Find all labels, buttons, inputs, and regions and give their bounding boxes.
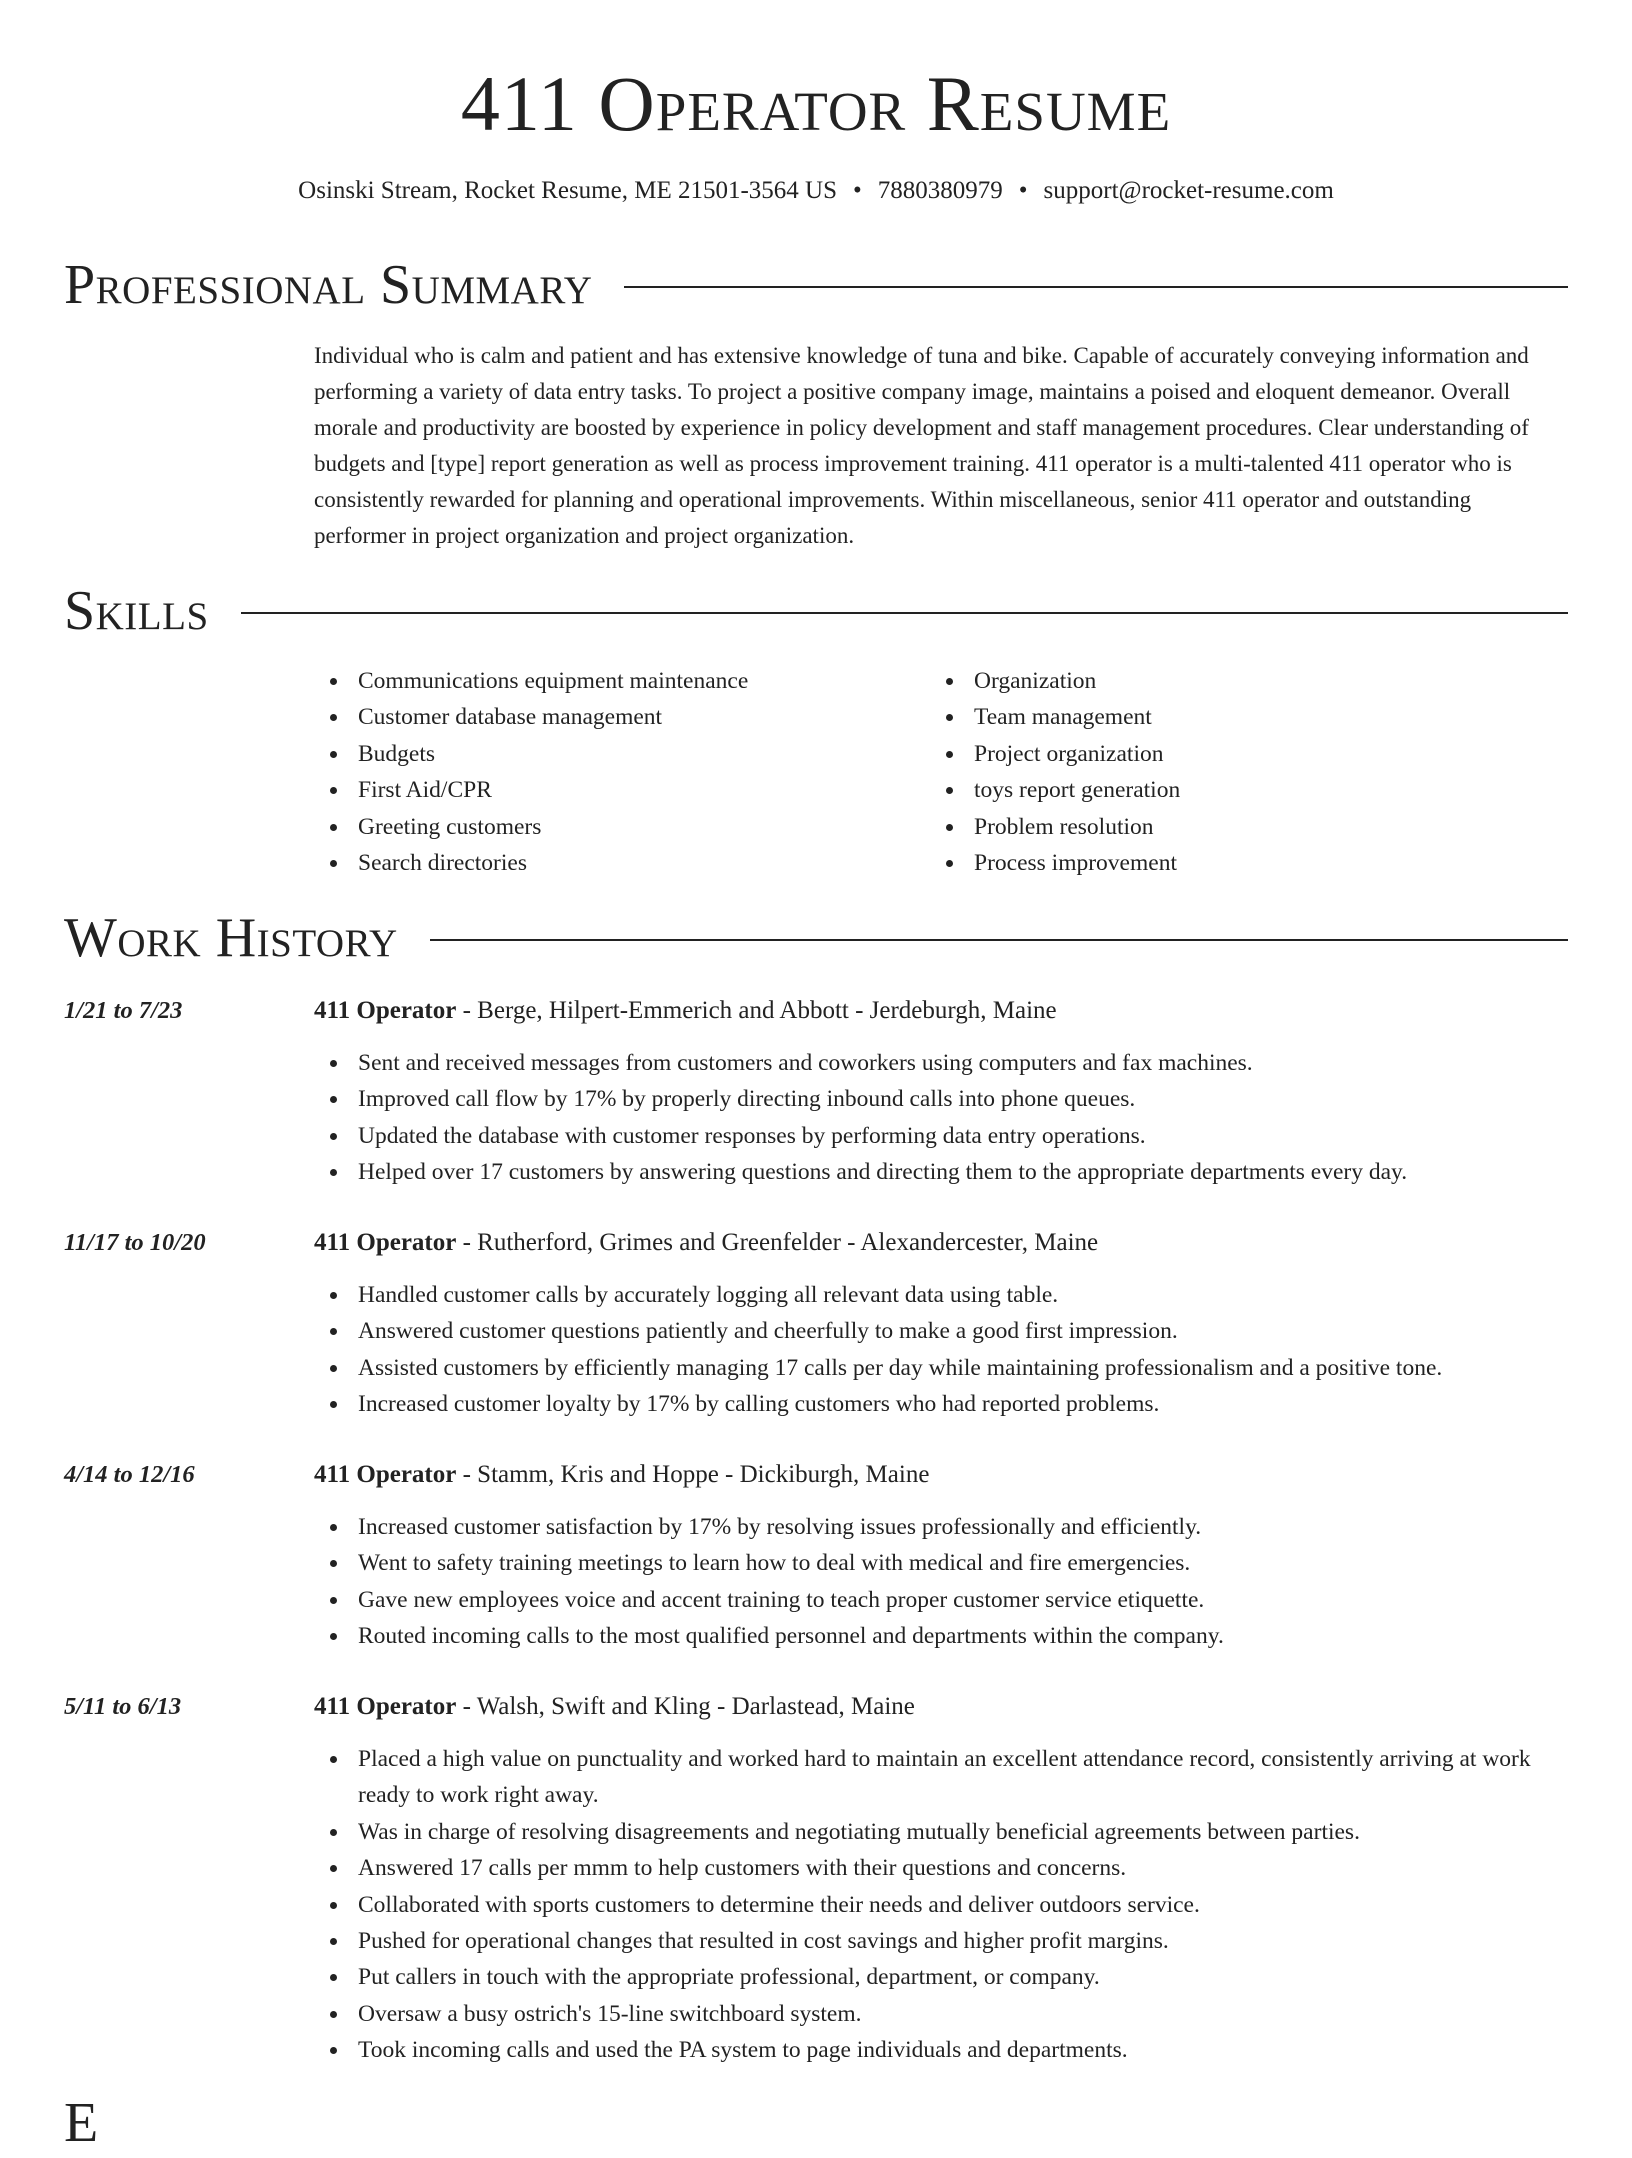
duty-item: Placed a high value on punctuality and worked hard to maintain an excellent attendance record, consistently arriving at work ready to work right away. [314, 1741, 1568, 1814]
skills-section-header [64, 576, 1568, 646]
job-duties [314, 1045, 1568, 1191]
duty-item: Went to safety training meetings to learn how to deal with medical and fire emergencies. [314, 1545, 1568, 1581]
duty-item: Improved call flow by 17% by properly directing inbound calls into phone queues. [314, 1081, 1568, 1117]
summary-section-header [64, 250, 1568, 320]
section-divider [430, 939, 1568, 941]
skill-item: toys report generation [930, 772, 1530, 808]
duty-item: Oversaw a busy ostrich's 15-line switchboard system. [314, 1996, 1568, 2032]
job-title-line [314, 1228, 1098, 1258]
summary-text: Individual who is calm and patient and has extensive knowledge of tuna and bike. Capable of accurately conveying information and performing a variety of data entry tasks. To project a positive company image, maintains a poised and eloquent demeanor. Overall morale and productivity are boosted by experience in policy development and staff management procedures. Clear understanding of budgets and [type] report generation as well as process improvement training. 411 operator is a multi-talented 411 operator who is consistently rewarded for planning and operational improvements. Within miscellaneous, senior 411 operator and outstanding performer in project organization and project organization. [314, 343, 1529, 548]
skill-item: Process improvement [930, 845, 1530, 881]
skill-item: Search directories [314, 845, 914, 881]
duty-item: Sent and received messages from customers and coworkers using computers and fax machines. [314, 1045, 1568, 1081]
duty-item: Put callers in touch with the appropriate professional, department, or company. [314, 1959, 1568, 1995]
duty-item: Routed incoming calls to the most qualified personnel and departments within the company. [314, 1618, 1568, 1654]
skill-item: Communications equipment maintenance [314, 663, 914, 699]
work-section-header [64, 903, 1568, 973]
job-title-line [314, 1692, 915, 1722]
job-dates: 1/21 to 7/23 [64, 997, 183, 1024]
email: support@rocket-resume.com [1043, 177, 1334, 204]
duty-item: Updated the database with customer responses by performing data entry operations. [314, 1118, 1568, 1154]
job-title-line [314, 996, 1057, 1026]
phone: 7880380979 [877, 177, 1003, 204]
duty-item: Took incoming calls and used the PA system to page individuals and departments. [314, 2032, 1568, 2068]
resume-title: 411 Operator Resume [460, 60, 1172, 147]
job-employer: - Rutherford, Grimes and Greenfelder - Alexandercester, Maine [456, 1229, 1099, 1256]
job-role: 411 Operator [314, 1229, 457, 1256]
duty-item: Answered customer questions patiently and cheerfully to make a good first impression. [314, 1313, 1568, 1349]
duty-item: Gave new employees voice and accent training to teach proper customer service etiquette. [314, 1582, 1568, 1618]
job-employer: - Stamm, Kris and Hoppe - Dickiburgh, Maine [456, 1461, 930, 1488]
section-divider [241, 612, 1568, 614]
section-divider [624, 286, 1568, 288]
job-employer: - Walsh, Swift and Kling - Darlastead, Maine [456, 1693, 915, 1720]
duty-item: Increased customer loyalty by 17% by calling customers who had reported problems. [314, 1386, 1568, 1422]
job-employer: - Berge, Hilpert-Emmerich and Abbott - Jerdeburgh, Maine [456, 997, 1057, 1024]
job-dates: 5/11 to 6/13 [64, 1693, 182, 1720]
address: Osinski Stream, Rocket Resume, ME 21501-3564 US [298, 177, 838, 204]
duty-item: Collaborated with sports customers to determine their needs and deliver outdoors service. [314, 1887, 1568, 1923]
contact-separator: • [1018, 177, 1028, 204]
duty-item: Answered 17 calls per mmm to help customers with their questions and concerns. [314, 1850, 1568, 1886]
duty-item: Helped over 17 customers by answering questions and directing them to the appropriate departments every day. [314, 1154, 1568, 1190]
skill-item: Budgets [314, 736, 914, 772]
duty-item: Increased customer satisfaction by 17% by resolving issues professionally and efficiently. [314, 1509, 1568, 1545]
job-role: 411 Operator [314, 997, 457, 1024]
skills-list-right [930, 663, 1530, 881]
skill-item: Customer database management [314, 699, 914, 735]
next-section-heading-fragment: E [64, 2092, 99, 2154]
job-dates: 4/14 to 12/16 [64, 1461, 195, 1488]
duty-item: Pushed for operational changes that resulted in cost savings and higher profit margins. [314, 1923, 1568, 1959]
job-role: 411 Operator [314, 1461, 457, 1488]
skills-list-left [314, 663, 914, 881]
job-dates: 11/17 to 10/20 [64, 1229, 206, 1256]
duty-item: Was in charge of resolving disagreements and negotiating mutually beneficial agreements between parties. [314, 1814, 1568, 1850]
contact-separator: • [853, 177, 862, 204]
skill-item: Organization [930, 663, 1530, 699]
skill-item: Project organization [930, 736, 1530, 772]
skill-item: Team management [930, 699, 1530, 735]
job-duties [314, 1741, 1568, 2069]
work-heading: Work History [64, 907, 398, 969]
duty-item: Handled customer calls by accurately logging all relevant data using table. [314, 1277, 1568, 1313]
job-title-line [314, 1460, 929, 1490]
job-duties [314, 1509, 1568, 1655]
job-role: 411 Operator [314, 1693, 457, 1720]
skill-item: First Aid/CPR [314, 772, 914, 808]
skill-item: Problem resolution [930, 809, 1530, 845]
duty-item: Assisted customers by efficiently managing 17 calls per day while maintaining professionalism and a positive tone. [314, 1350, 1568, 1386]
summary-heading: Professional Summary [64, 254, 593, 316]
contact-line [0, 176, 1632, 206]
skill-item: Greeting customers [314, 809, 914, 845]
job-duties [314, 1277, 1568, 1423]
skills-heading: Skills [64, 580, 209, 642]
